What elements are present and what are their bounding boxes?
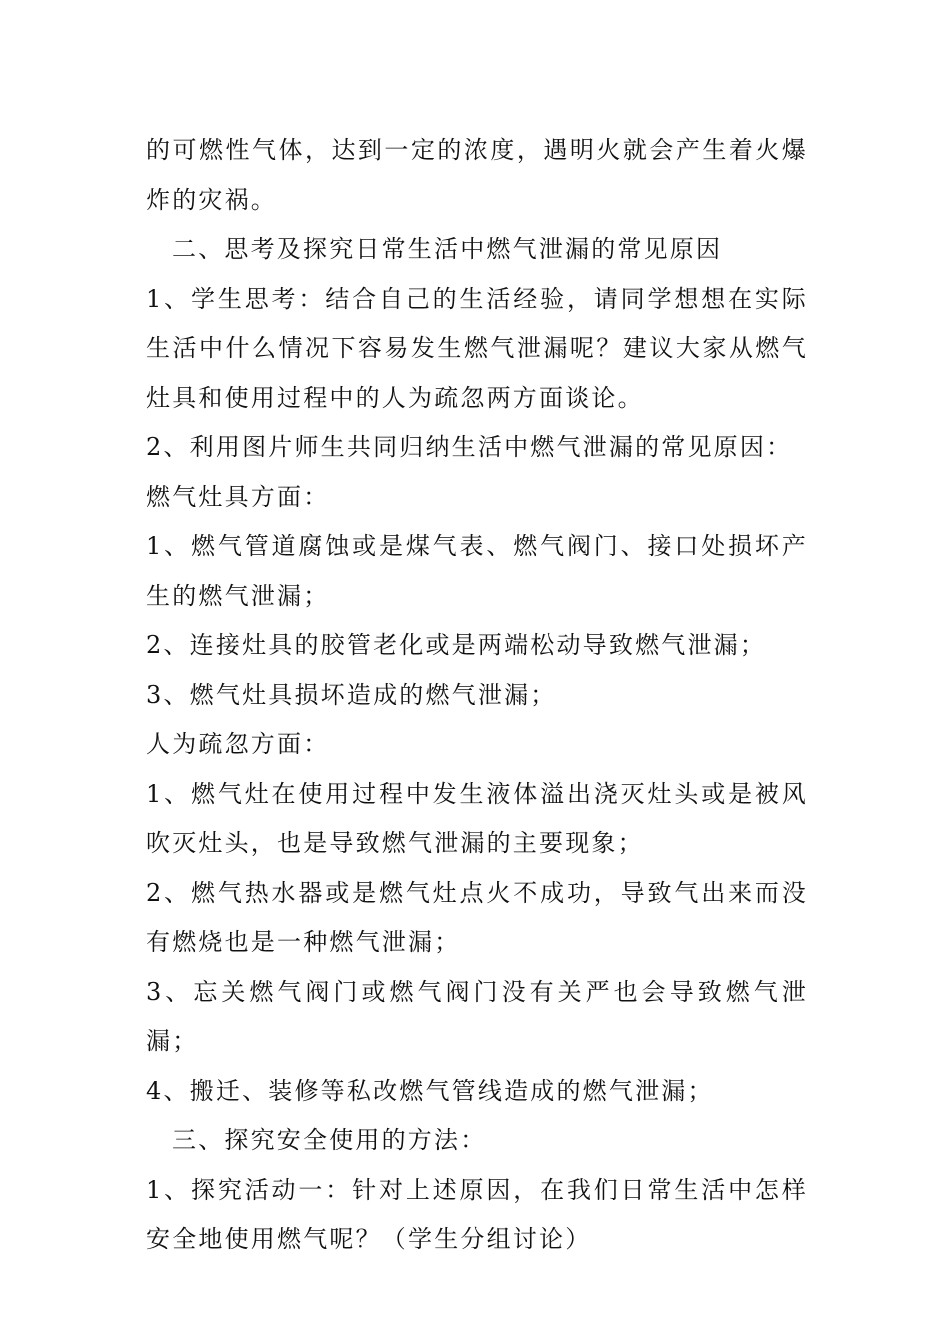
paragraph-student-thinking: 1、学生思考：结合自己的生活经验，请同学想想在实际生活中什么情况下容易发生燃气泄漏呢？建议大家从燃气灶具和使用过程中的人为疏忽两方面谈论。 bbox=[146, 284, 808, 412]
subheading-appliances: 燃气灶具方面： bbox=[146, 482, 330, 511]
paragraph-summary-causes: 2、利用图片师生共同归纳生活中燃气泄漏的常见原因： bbox=[146, 433, 793, 461]
paragraph-activity-1: 1、探究活动一：针对上述原因，在我们日常生活中怎样安全地使用燃气呢？（学生分组讨论） bbox=[146, 1175, 808, 1253]
section-heading-3: 三、探究安全使用的方法： bbox=[172, 1126, 487, 1154]
list-item-appliance-3: 3、燃气灶具损坏造成的燃气泄漏； bbox=[146, 680, 557, 709]
list-item-negligence-4: 4、搬迁、装修等私改燃气管线造成的燃气泄漏； bbox=[146, 1076, 714, 1105]
paragraph-continuation: 的可燃性气体，达到一定的浓度，遇明火就会产生着火爆炸的灾祸。 bbox=[146, 136, 808, 214]
section-heading-2: 二、思考及探究日常生活中燃气泄漏的常见原因 bbox=[172, 235, 723, 263]
document-body bbox=[146, 126, 808, 1265]
list-item-negligence-1: 1、燃气灶在使用过程中发生液体溢出浇灭灶头或是被风吹灭灶头，也是导致燃气泄漏的主要现象； bbox=[146, 779, 808, 857]
subheading-human-negligence: 人为疏忽方面： bbox=[146, 730, 330, 758]
list-item-appliance-1: 1、燃气管道腐蚀或是煤气表、燃气阀门、接口处损坏产生的燃气泄漏； bbox=[146, 532, 808, 610]
list-item-negligence-2: 2、燃气热水器或是燃气灶点火不成功，导致气出来而没有燃烧也是一种燃气泄漏； bbox=[146, 878, 808, 956]
list-item-appliance-2: 2、连接灶具的胶管老化或是两端松动导致燃气泄漏； bbox=[146, 631, 767, 659]
list-item-negligence-3: 3、忘关燃气阀门或燃气阀门没有关严也会导致燃气泄漏； bbox=[146, 977, 808, 1055]
